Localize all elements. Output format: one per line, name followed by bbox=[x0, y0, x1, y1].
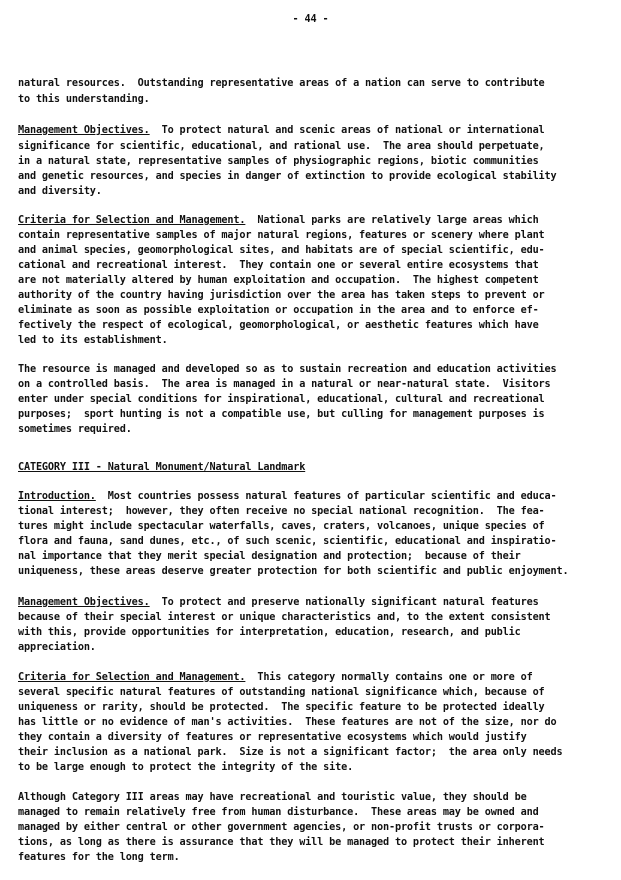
text-line: because of their special interest or unique characteristics and, to the extent consistent bbox=[18, 612, 551, 623]
text-line: in a natural state, representative samples of physiographic regions, biotic communities bbox=[18, 156, 539, 167]
text-line: tions, as long as there is assurance that they will be managed to protect their inherent bbox=[18, 837, 545, 848]
text-line: their inclusion as a national park. Size is not a significant factor; the area only needs bbox=[18, 747, 563, 758]
text-line: authority of the country having jurisdiction over the area has taken steps to prevent or bbox=[18, 290, 545, 301]
text-line: and diversity. bbox=[18, 186, 102, 197]
text-line bbox=[18, 125, 545, 137]
category-heading: CATEGORY III - Natural Monument/Natural Landmark bbox=[18, 462, 306, 473]
text-line: eliminate as soon as possible exploitation or occupation in the area and to enforce ef- bbox=[18, 305, 539, 316]
section-heading: Criteria for Selection and Management. bbox=[18, 215, 246, 226]
text-line: The resource is managed and developed so as to sustain recreation and education activities bbox=[18, 364, 557, 375]
text-line: managed to remain relatively free from human disturbance. These areas may be owned and bbox=[18, 807, 539, 818]
text-line: features for the long term. bbox=[18, 852, 180, 863]
text-line: they contain a diversity of features or representative ecosystems which would justify bbox=[18, 732, 527, 743]
text-line: appreciation. bbox=[18, 642, 96, 653]
section-heading: Management Objectives. bbox=[18, 597, 150, 608]
text-fragment: To protect natural and scenic areas of national or international bbox=[149, 125, 545, 136]
text-line: contain representative samples of major natural regions, features or scenery where plant bbox=[18, 230, 545, 241]
text-line: tional interest; however, they often receive no special national recognition. The fea- bbox=[18, 506, 545, 517]
text-line: significance for scientific, educational, and rational use. The area should perpetuate, bbox=[18, 141, 545, 152]
text-fragment: National parks are relatively large areas which bbox=[245, 215, 539, 226]
text-line bbox=[18, 215, 539, 227]
text-line: and animal species, geomorphological sites, and habitats are of special scientific, edu- bbox=[18, 245, 545, 256]
text-line: led to its establishment. bbox=[18, 335, 168, 346]
text-line: uniqueness, these areas deserve greater protection for both scientific and public enjoyment. bbox=[18, 566, 569, 577]
text-fragment: This category normally contains one or more of bbox=[245, 672, 533, 683]
text-line bbox=[18, 672, 533, 684]
text-line bbox=[18, 597, 539, 609]
text-line: purposes; sport hunting is not a compatible use, but culling for management purposes is bbox=[18, 409, 545, 420]
text-line: nal importance that they merit special designation and protection; because of their bbox=[18, 551, 521, 562]
text-line: Although Category III areas may have recreational and touristic value, they should be bbox=[18, 792, 527, 803]
text-line: natural resources. Outstanding representative areas of a nation can serve to contribute bbox=[18, 78, 545, 89]
section-heading: Introduction. bbox=[18, 491, 96, 502]
text-line: on a controlled basis. The area is managed in a natural or near-natural state. Visitors bbox=[18, 379, 551, 390]
text-line: to be large enough to protect the integrity of the site. bbox=[18, 762, 354, 773]
text-line: and genetic resources, and species in danger of extinction to provide ecological stability bbox=[18, 171, 557, 182]
text-line: enter under special conditions for inspirational, educational, cultural and recreational bbox=[18, 394, 545, 405]
page-number: - 44 - bbox=[292, 14, 329, 25]
text-line: fectively the respect of ecological, geomorphological, or aesthetic features which have bbox=[18, 320, 539, 331]
text-line: tures might include spectacular waterfalls, caves, craters, volcanoes, unique species of bbox=[18, 521, 545, 532]
text-line: uniqueness or rarity, should be protected. The specific feature to be protected ideally bbox=[18, 702, 545, 713]
text-fragment: Most countries possess natural features of particular scientific and educa- bbox=[95, 491, 557, 502]
text-line: several specific natural features of outstanding national significance which, because of bbox=[18, 687, 545, 698]
text-line: cational and recreational interest. They contain one or several entire ecosystems that bbox=[18, 260, 539, 271]
text-fragment: To protect and preserve nationally significant natural features bbox=[149, 597, 539, 608]
text-line: with this, provide opportunities for interpretation, education, research, and public bbox=[18, 627, 521, 638]
section-heading: Management Objectives. bbox=[18, 125, 150, 136]
text-line: sometimes required. bbox=[18, 424, 132, 435]
text-line: has little or no evidence of man's activities. These features are not of the size, nor do bbox=[18, 717, 557, 728]
text-line: to this understanding. bbox=[18, 94, 150, 105]
text-line: managed by either central or other government agencies, or non-profit trusts or corpora- bbox=[18, 822, 545, 833]
text-line bbox=[18, 491, 557, 503]
section-heading: Criteria for Selection and Management. bbox=[18, 672, 246, 683]
text-line: are not materially altered by human exploitation and occupation. The highest competent bbox=[18, 275, 539, 286]
text-line: flora and fauna, sand dunes, etc., of such scenic, scientific, educational and inspiratio- bbox=[18, 536, 557, 547]
